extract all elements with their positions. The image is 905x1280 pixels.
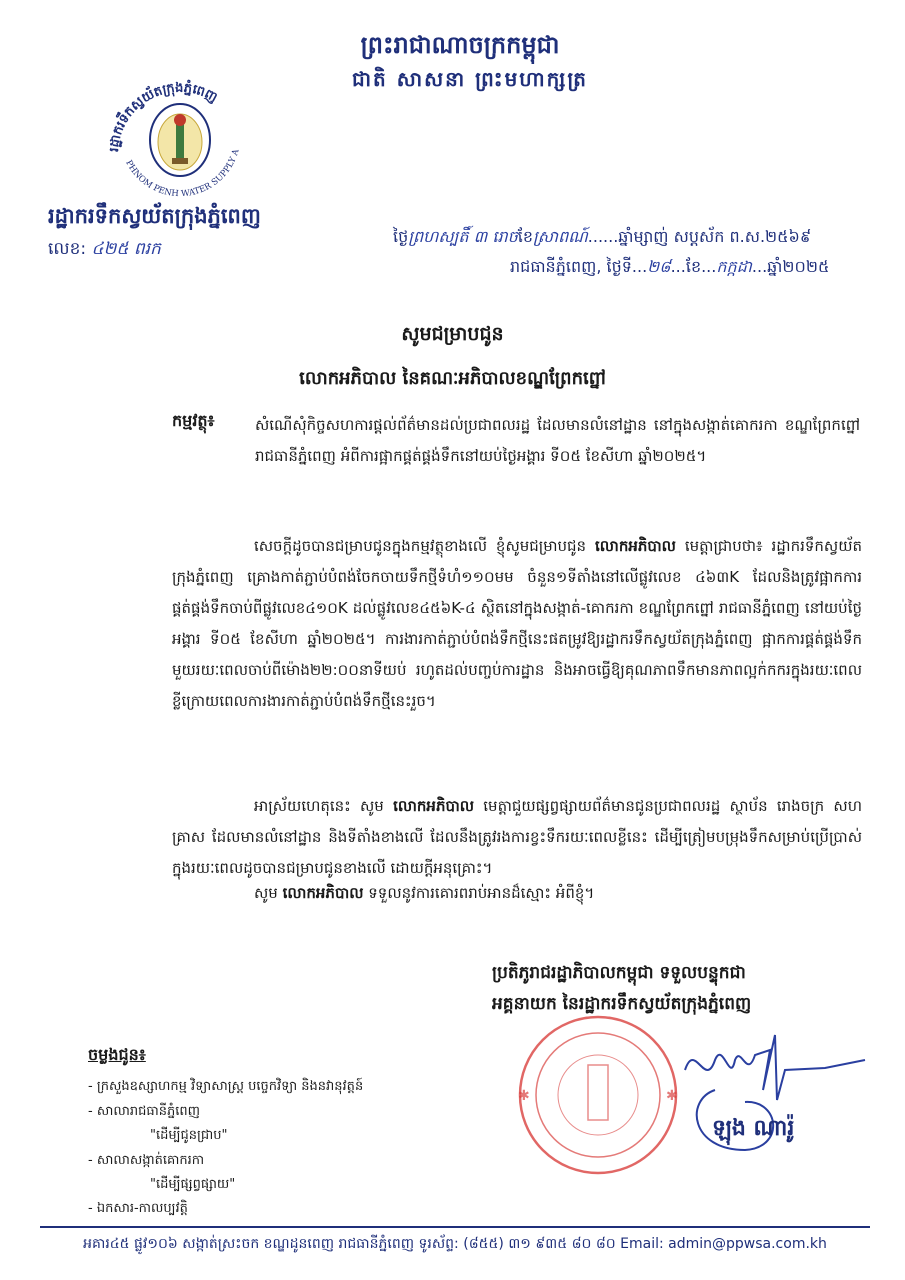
signer-title-2: អគ្គនាយក នៃរដ្ឋាករទឹកស្វយ័តក្រុងភ្នំពេញ (492, 994, 752, 1014)
body-paragraph-1 (172, 531, 862, 717)
logo-arc-text: រដ្ឋាករទឹកស្វយ័តក្រុងភ្នំពេញ (106, 80, 220, 153)
cc-item-note: "ដើម្បីជូនជ្រាប" (150, 1128, 228, 1143)
lunar-date-prefix: ថ្ងៃ (393, 227, 409, 246)
signer-title-1: ប្រតិភូរាជរដ្ឋាភិបាលកម្ពុជា ទទួលបន្ទុកជា (492, 963, 746, 983)
logo-english-text: PHNOM PENH WATER SUPPLY A (123, 148, 242, 200)
national-motto: ជាតិ សាសនា ព្រះមហាក្សត្រ (352, 67, 588, 91)
solar-month-label: ខែ (685, 257, 702, 276)
solar-year-text: ឆ្នាំ២០២៥ (767, 257, 830, 276)
solar-month-value: កក្កដា (716, 257, 752, 276)
handwritten-signature (675, 1030, 875, 1170)
solar-date-prefix: រាជធានីភ្នំពេញ, ថ្ងៃទី (510, 257, 632, 276)
closing-paragraph (254, 884, 594, 906)
svg-text:✱: ✱ (518, 1088, 530, 1104)
ppwsa-logo (98, 62, 258, 212)
p3-text-a: សូម (254, 884, 283, 902)
cc-heading: ចម្លងជូន៖ (88, 1045, 146, 1064)
kingdom-heading: ព្រះរាជាណាចក្រកម្ពុជា (360, 31, 560, 59)
reference-number (48, 238, 161, 263)
subject-text: សំណើសុំកិច្ចសហការផ្តល់ព័ត៌មានដល់ប្រជាពលរដ្ឋ ដែលមានលំនៅដ្ឋាន នៅក្នុងសង្កាត់គោករកា ខណ្ឌព្រែកព្នៅ រាជធានីភ្នំពេញ អំពីការផ្អាកផ្គត់ផ្គង់ទឹកនៅយប់ថ្ងៃអង្គារ ទី០៥ ខែសីហា ឆ្នាំ២០២៥។ (255, 416, 860, 465)
solar-day-value: ២៨ (647, 257, 671, 276)
organization-name: រដ្ឋាករទឹកស្វយ័តក្រុងភ្នំពេញ (48, 204, 261, 228)
lunar-month-value: ស្រាពណ៍ (533, 227, 588, 246)
p2-text-a: អាស្រ័យហេតុនេះ សូម (254, 797, 394, 815)
reference-label: លេខ: (48, 239, 87, 259)
salutation: សូមជម្រាបជូន (401, 323, 504, 345)
lunar-year-text: ឆ្នាំម្សាញ់ សប្តស័ក ព.ស.២៥៦៩ (618, 227, 812, 246)
official-stamp (498, 1010, 698, 1180)
cc-item: - ឯកសារ-កាលប្បវត្តិ (88, 1201, 188, 1216)
cc-item: - សាលារាជធានីភ្នំពេញ (88, 1104, 200, 1119)
signer-name: ឡុង ណារ៉ូ (712, 1116, 795, 1141)
p1-text-a: សេចក្តីដូចបានជម្រាបជូនក្នុងកម្មវត្ថុខាងលើ ខ្ញុំសូមជម្រាបជូន (254, 537, 596, 555)
p1-text-b: មេត្តាជ្រាបថា៖ រដ្ឋាករទឹកស្វយ័តក្រុងភ្នំពេញ គ្រោងកាត់ភ្ជាប់បំពង់ចែកចាយទឹកថ្មីទំហំ១១០មម ចំនួន១ទីតាំងនៅលើផ្លូវលេខ ៤៦៣K ដែលនិងត្រូវផ្អាកការផ្គត់ផ្គង់ទឹកចាប់ពីផ្លូវលេខ៤១០K ដល់ផ្លូវលេខ៤៥៦K-៤ ស្ថិតនៅក្នុងសង្កាត់-គោករកា ខណ្ឌព្រែកព្នៅ រាជធានីភ្នំពេញ នៅយប់ថ្ងៃអង្គារ ទី០៥ ខែសីហា ឆ្នាំ២០២៥។ ការងារកាត់ភ្ជាប់បំពង់ទឹកថ្មីនេះផតម្រូវឱ្យរដ្ឋាករទឹកស្វយ័តក្រុងភ្នំពេញ ផ្អាកការផ្គត់ផ្គង់ទឹកមួយរយៈពេលចាប់ពីម៉ោង២២:០០នាទីយប់ រហូតដល់បញ្ចប់ការដ្ឋាន និងអាចធ្វើឱ្យគុណភាពទឹកមានភាពល្អក់កករក្នុងរយៈពេលខ្លីក្រោយពេលការងារកាត់ភ្ជាប់បំពង់ទឹកថ្មីនេះរួច។ (172, 537, 863, 710)
cc-item-note: "ដើម្បីផ្សព្វផ្សាយ" (150, 1177, 236, 1192)
footer-address: អគារ៤៥ ផ្លូវ១០៦ សង្កាត់ស្រះចក ខណ្ឌដូនពេញ រាជធានីភ្នំពេញ ទូរស័ព្ទ: (៨៥៥) ៣១ ៩៣៥ ៨០ ៨០ Email: admin@ppwsa.com.kh (83, 1236, 827, 1252)
body-paragraph-2 (172, 791, 862, 884)
lunar-month-label: ខែ (517, 227, 534, 246)
addressee: លោកអភិបាល នៃគណៈអភិបាលខណ្ឌព្រែកព្នៅ (299, 368, 606, 389)
p2-bold: លោកអភិបាល (393, 797, 475, 815)
cc-item: - សាលាសង្កាត់គោករកា (88, 1153, 205, 1168)
subject-label: កម្មវត្ថុ៖ (172, 411, 215, 430)
cc-item: - ក្រសួងឧស្សាហកម្ម វិទ្យាសាស្ត្រ បច្ចេកវិទ្យា និងនវានុវត្តន៍ (88, 1079, 364, 1094)
reference-value: ៤២៥ ពរក (91, 239, 161, 259)
solar-date-line: រាជធានីភ្នំពេញ, ថ្ងៃទី...២៨...ខែ...កក្កដា...ឆ្នាំ២០២៥ (510, 257, 830, 276)
p1-bold: លោកអភិបាល (595, 537, 676, 555)
footer-divider (40, 1226, 870, 1228)
p3-text-b: ទទួលនូវការគោរពរាប់អានដ៏ស្មោះ អំពីខ្ញុំ។ (363, 884, 595, 902)
lunar-day-value: ព្រហស្បតិ៍ ៣ រោច (408, 227, 518, 246)
p3-bold: លោកអភិបាល (282, 884, 364, 902)
lunar-date-line: ថ្ងៃព្រហស្បតិ៍ ៣ រោចខែស្រាពណ៍......ឆ្នាំម្សាញ់ សប្តស័ក ព.ស.២៥៦៩ (393, 227, 812, 246)
p2-text-b: មេត្តាជួយផ្សព្វផ្សាយព័ត៌មានជូនប្រជាពលរដ្ឋ ស្ថាប័ន រោងចក្រ សហគ្រាស ដែលមានលំនៅដ្ឋាន និងទីតាំងខាងលើ ដែលនឹងត្រូវរងការខ្វះទឹករយៈពេលខ្លីនេះ ដើម្បីត្រៀមបម្រុងទឹកសម្រាប់ប្រើប្រាស់ក្នុងរយៈពេលដូចបានជម្រាបជូនខាងលើ ដោយក្តីអនុគ្រោះ។ (172, 797, 862, 877)
svg-text:✱: ✱ (666, 1088, 678, 1104)
